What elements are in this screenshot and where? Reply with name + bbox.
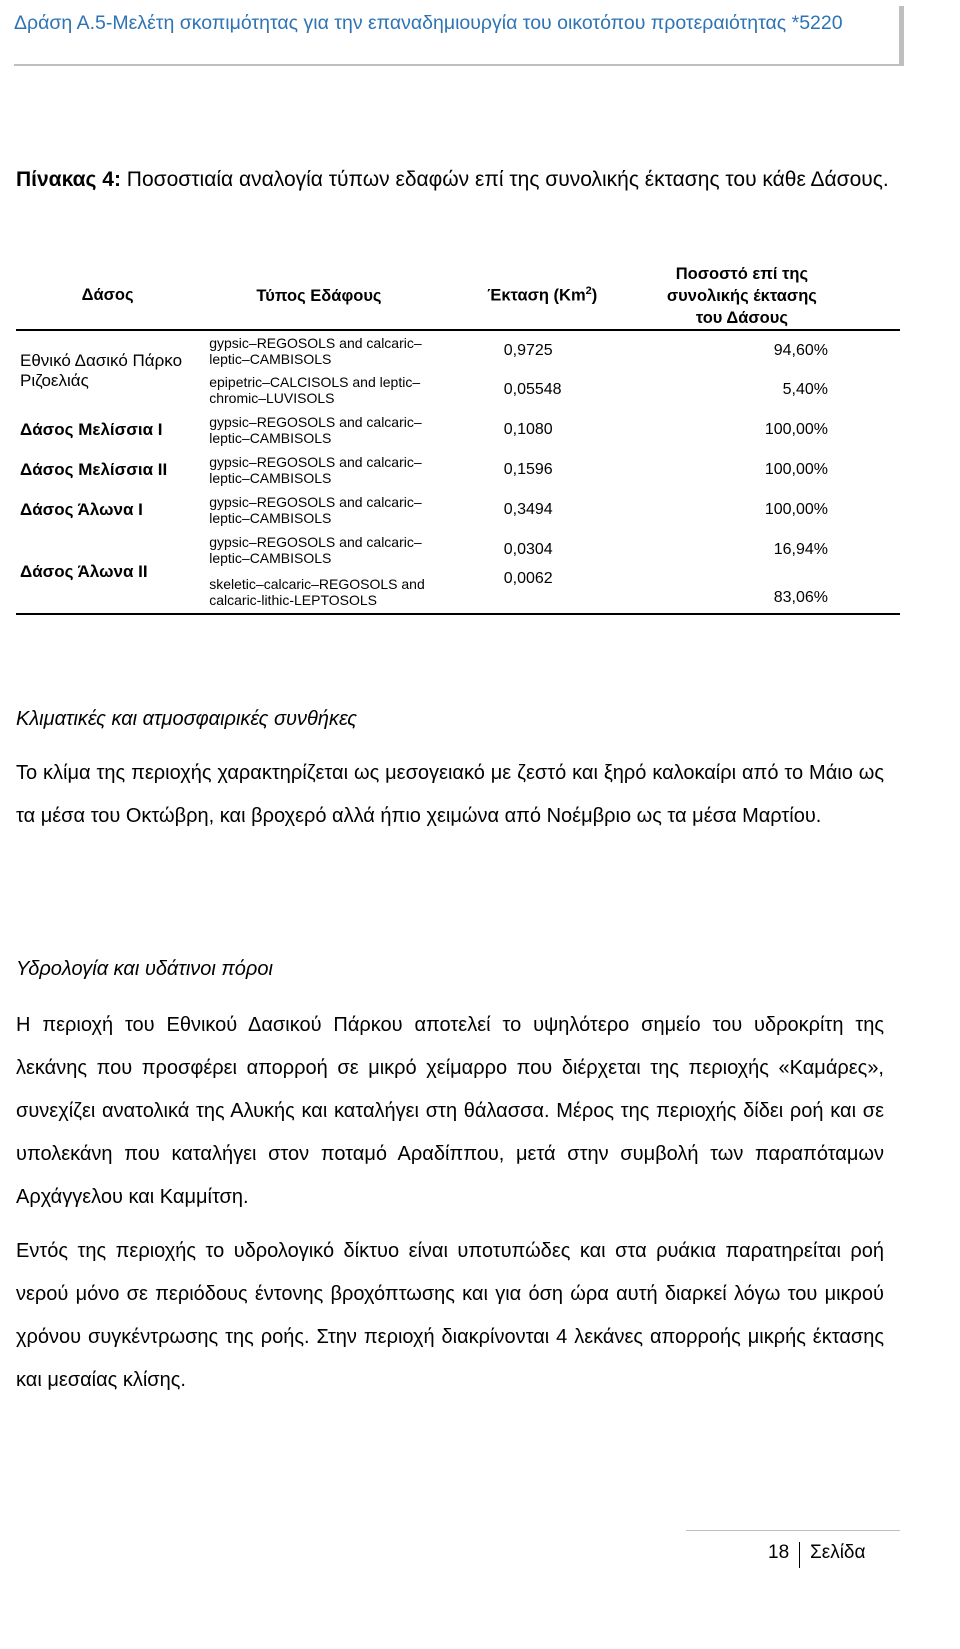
cell-area: 0,3494 (503, 501, 553, 518)
cell-percent: 5,40% (782, 381, 828, 398)
cell-area: 0,1596 (503, 461, 553, 478)
caption-text: Ποσοστιαία αναλογία τύπων εδαφών επί της συνολικής έκτασης του κάθε Δάσους. (120, 168, 889, 191)
cell-forest: Δάσος Μελίσσια ΙΙ (20, 460, 168, 479)
section-heading-hydrology: Υδρολογία και υδάτινοι πόροι (16, 958, 273, 980)
cell-area: 0,1080 (503, 421, 553, 438)
col-header-percent: Ποσοστό επί της συνολικής έκτασης του Δάσους (656, 262, 900, 330)
cell-forest: Δάσος Άλωνα Ι (20, 500, 143, 519)
page-header (0, 0, 960, 72)
cell-area: 0,0062 (429, 570, 656, 614)
cell-forest: Δάσος Άλωνα ΙΙ (16, 530, 195, 614)
cell-percent: 83,06% (656, 570, 900, 614)
soil-types-table (16, 262, 900, 615)
col-header-soil-type: Τύπος Εδάφους (195, 262, 429, 330)
cell-area: 0,05548 (503, 381, 562, 398)
cell-soil-type: gypsic–REGOSOLS and calcaric–leptic–CAMBISOLS (209, 494, 422, 526)
cell-percent: 94,60% (773, 341, 828, 359)
cell-soil-type: gypsic–REGOSOLS and calcaric–leptic–CAMBISOLS (209, 534, 422, 566)
area-unit-superscript: 2 (585, 285, 592, 298)
table-caption (16, 156, 896, 204)
cell-area: 0,9725 (503, 341, 553, 359)
cell-area: 0,0304 (503, 541, 553, 558)
cell-soil-type: gypsic–REGOSOLS and calcaric–leptic–CAMBISOLS (209, 334, 422, 367)
caption-label: Πίνακας 4: (16, 168, 121, 191)
cell-soil-type: skeletic–calcaric–REGOSOLS and calcaric-lithic-LEPTOSOLS (195, 570, 429, 614)
header-rule (14, 64, 904, 66)
footer-rule (686, 1530, 900, 1531)
cell-forest: Εθνικό Δασικό Πάρκο Ριζοελιάς (20, 350, 183, 390)
header-title: Δράση Α.5-Μελέτη σκοπιμότητας για την επαναδημιουργία του οικοτόπου προτεραιότητας *5220 (14, 12, 843, 34)
cell-percent: 16,94% (773, 541, 828, 558)
cell-soil-type: epipetric–CALCISOLS and leptic–chromic–LUVISOLS (209, 374, 421, 406)
cell-forest: Δάσος Μελίσσια Ι (20, 420, 163, 439)
header-side-bar (899, 6, 904, 66)
table-row (16, 450, 900, 490)
page-label: Σελίδα (810, 1542, 866, 1563)
paragraph-hydrology-1: Η περιοχή του Εθνικού Δασικού Πάρκου αποτελεί το υψηλότερο σημείο του υδροκρίτη της λεκάνης που προσφέρει απορροή σε μικρό χείμαρρο που διέρχεται της περιοχής «Καμάρες», συνεχίζει ανατολικά της Αλυκής και καταλήγει στη θάλασσα. Μέρος της περιοχής δίδει ροή και σε υπολεκάνη που καταλήγει στον ποταμό Αραδίππου, μετά στην συμβολή των παραπόταμων Αρχάγγελου και Καμμίτση. (16, 1014, 884, 1208)
table-header-row (16, 262, 900, 330)
footer-separator (799, 1542, 800, 1568)
cell-percent: 100,00% (764, 421, 828, 438)
cell-percent: 100,00% (764, 461, 828, 478)
paragraph-hydrology-2: Εντός της περιοχής το υδρολογικό δίκτυο είναι υποτυπώδες και στα ρυάκια παρατηρείται ροή νερού μόνο σε περιόδους έντονης βροχόπτωσης και για όση ώρα αυτή διαρκεί λόγω του μικρού χρόνου συγκέντρωσης της ροής. Στην περιοχή διακρίνονται 4 λεκάνες απορροής μικρής έκτασης και μεσαίας κλίσης. (16, 1240, 884, 1391)
table-body (16, 330, 900, 614)
col-header-area: Έκταση (Km$^2$) (429, 262, 656, 330)
cell-soil-type: gypsic–REGOSOLS and calcaric–leptic–CAMBISOLS (209, 414, 422, 446)
table-row (16, 410, 900, 450)
cell-soil-type: gypsic–REGOSOLS and calcaric–leptic–CAMBISOLS (209, 454, 422, 486)
page-number: 18 (768, 1542, 790, 1563)
table-row (16, 490, 900, 530)
table-row (16, 530, 900, 570)
table-row (16, 330, 900, 370)
col-header-forest: Δάσος (16, 262, 195, 330)
section-heading-climate: Κλιματικές και ατμοσφαιρικές συνθήκες (16, 708, 357, 730)
paragraph-climate: Το κλίμα της περιοχής χαρακτηρίζεται ως μεσογειακό με ζεστό και ξηρό καλοκαίρι από το Μάιο ως τα μέσα του Οκτώβρη, και βροχερό αλλά ήπιο χειμώνα από Νοέμβριο ως τα μέσα Μαρτίου. (16, 762, 884, 827)
cell-percent: 100,00% (764, 501, 828, 518)
